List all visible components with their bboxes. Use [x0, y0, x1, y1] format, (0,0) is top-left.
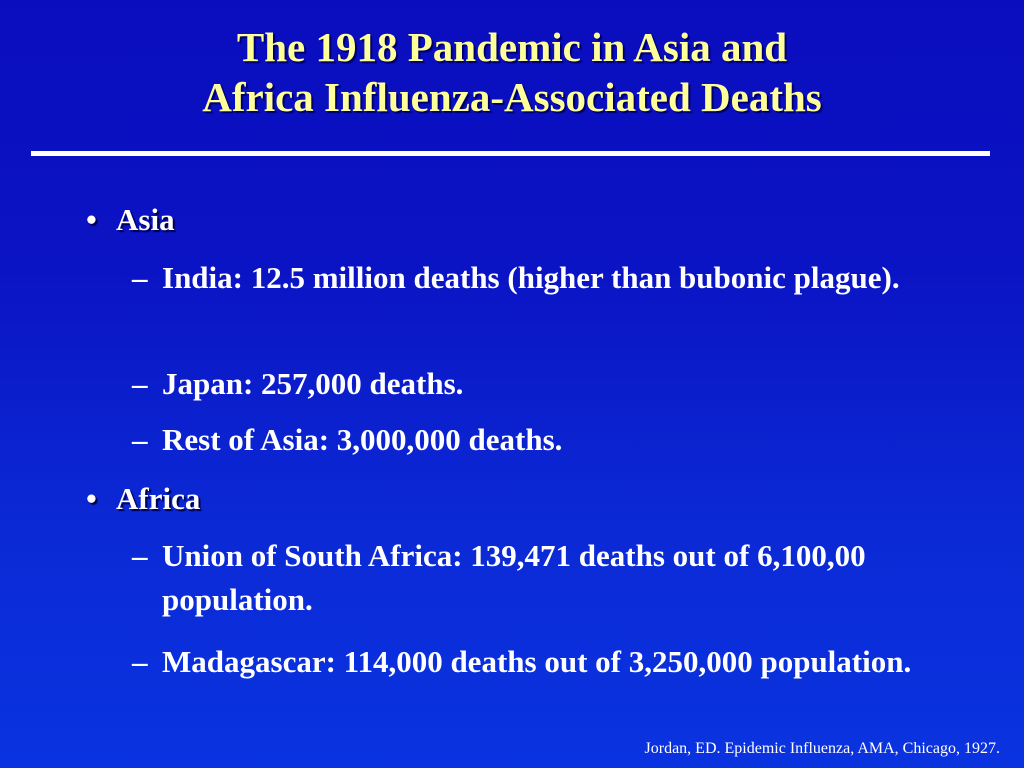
- dash-glyph: –: [132, 366, 148, 401]
- dash-glyph: –: [132, 538, 148, 573]
- list-item-text: Madagascar: 114,000 deaths out of 3,250,000 population.: [162, 644, 912, 679]
- title-line-1: The 1918 Pandemic in Asia and: [236, 24, 788, 70]
- list-item: [132, 418, 952, 462]
- bullet-glyph: •: [86, 481, 97, 516]
- list-item-text: Union of South Africa: 139,471 deaths out of 6,100,00 population.: [162, 538, 866, 617]
- list-item: [132, 362, 952, 406]
- list-item: [132, 256, 952, 300]
- list-item-text: Japan: 257,000 deaths.: [162, 366, 464, 401]
- list-item: [132, 640, 952, 684]
- bullet-asia: [86, 202, 175, 238]
- list-item-text: Rest of Asia: 3,000,000 deaths.: [162, 422, 563, 457]
- dash-glyph: –: [132, 422, 148, 457]
- bullet-glyph: •: [86, 202, 97, 237]
- list-item-text: India: 12.5 million deaths (higher than bubonic plague).: [162, 260, 900, 295]
- slide-title: [0, 22, 1024, 122]
- bullet-label: Africa: [116, 481, 201, 516]
- title-line-2: Africa Influenza-Associated Deaths: [202, 74, 822, 120]
- citation: Jordan, ED. Epidemic Influenza, AMA, Chicago, 1927.: [644, 740, 1000, 757]
- title-divider: [31, 151, 990, 156]
- bullet-africa: [86, 481, 201, 517]
- dash-glyph: –: [132, 644, 148, 679]
- dash-glyph: –: [132, 260, 148, 295]
- list-item: [132, 534, 952, 622]
- bullet-label: Asia: [116, 202, 175, 237]
